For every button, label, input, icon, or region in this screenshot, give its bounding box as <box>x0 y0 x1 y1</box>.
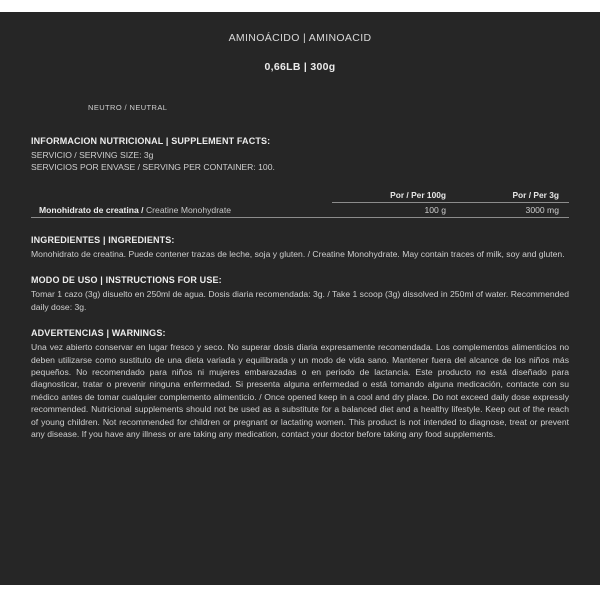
instructions-text: Tomar 1 cazo (3g) disuelto en 250ml de agua. Dosis diaria recomendada: 3g. / Take 1 scoop (3g) dissolved in 250ml of water. Recommended daily dose: 3g. <box>31 289 569 312</box>
nutrient-name-cell <box>31 203 332 218</box>
instructions-title: MODO DE USO | INSTRUCTIONS FOR USE: <box>31 275 222 286</box>
label-body-column <box>31 135 569 440</box>
nutrition-col-per100g-header: Por / Per 100g <box>332 190 456 203</box>
warnings-section <box>31 327 569 440</box>
warnings-title: ADVERTENCIAS | WARNINGS: <box>31 328 166 339</box>
ingredients-text: Monohidrato de creatina. Puede contener trazas de leche, soja y gluten. / Creatine Monohydrate. May contain traces of milk, soy and gluten. <box>31 249 565 259</box>
instructions-section <box>31 274 569 313</box>
supplement-facts-title: INFORMACION NUTRICIONAL | SUPPLEMENT FACTS: <box>31 136 271 146</box>
ingredients-title: INGREDIENTES | INGREDIENTS: <box>31 235 175 245</box>
nutrition-table <box>31 190 569 218</box>
ingredients-section <box>31 234 569 260</box>
nutrient-name-en: Creatine Monohydrate <box>145 205 231 215</box>
product-weight-heading: 0,66LB | 300g <box>264 61 336 73</box>
product-flavour-label: NEUTRO / NEUTRAL <box>88 103 168 112</box>
nutrition-table-header-row <box>31 190 569 203</box>
warnings-text: Una vez abierto conservar en lugar fresco y seco. No superar dosis diaria expresamente recomendada. Los complementos alimenticios no deben utilizarse como sustituto de una dieta variada y equilibrada y un modo de vida sano. Mantener fuera del alcance de los niños más pequeños. No recomendado para niños ni mujeres embarazadas o en periodo de lactancia. Este producto no está diseñado para diagnosticar, tratar o prevenir ninguna enfermedad. Si presenta alguna enfermedad o está tomando alguna medicación, contacte con su médico antes de tomar cualquier complemento alimenticio. / Once opened keep in a cool and dry place. Do not exceed daily dose expressly recommended. Nutricional supplements should not be used as a substitute for a balanced diet and a healthy lifestyle. Keep out of the reach of young children. Not recommended for children or pregnant or lactating women. This product is not intended to diagnose, treat or prevent any disease. If you have any illness or are taking any medication, contact your doctor before taking any food supplements. <box>31 342 569 440</box>
supplement-facts-section <box>31 135 569 234</box>
nutrient-per-100g-cell: 100 g <box>332 203 456 218</box>
nutrition-col-name-header <box>31 190 332 203</box>
table-row <box>31 203 569 218</box>
nutrition-col-perserving-header: Por / Per 3g <box>456 190 569 203</box>
nutrient-name-es: Monohidrato de creatina / <box>39 205 144 215</box>
nutrient-per-serving-cell: 3000 mg <box>456 203 569 218</box>
serving-size-line: SERVICIO / SERVING SIZE: 3g <box>31 150 154 160</box>
product-category-heading: AMINOÁCIDO | AMINOACID <box>228 32 372 44</box>
supplement-label-panel <box>0 12 600 585</box>
servings-per-container-line: SERVICIOS POR ENVASE / SERVING PER CONTAINER: 100. <box>31 162 275 172</box>
